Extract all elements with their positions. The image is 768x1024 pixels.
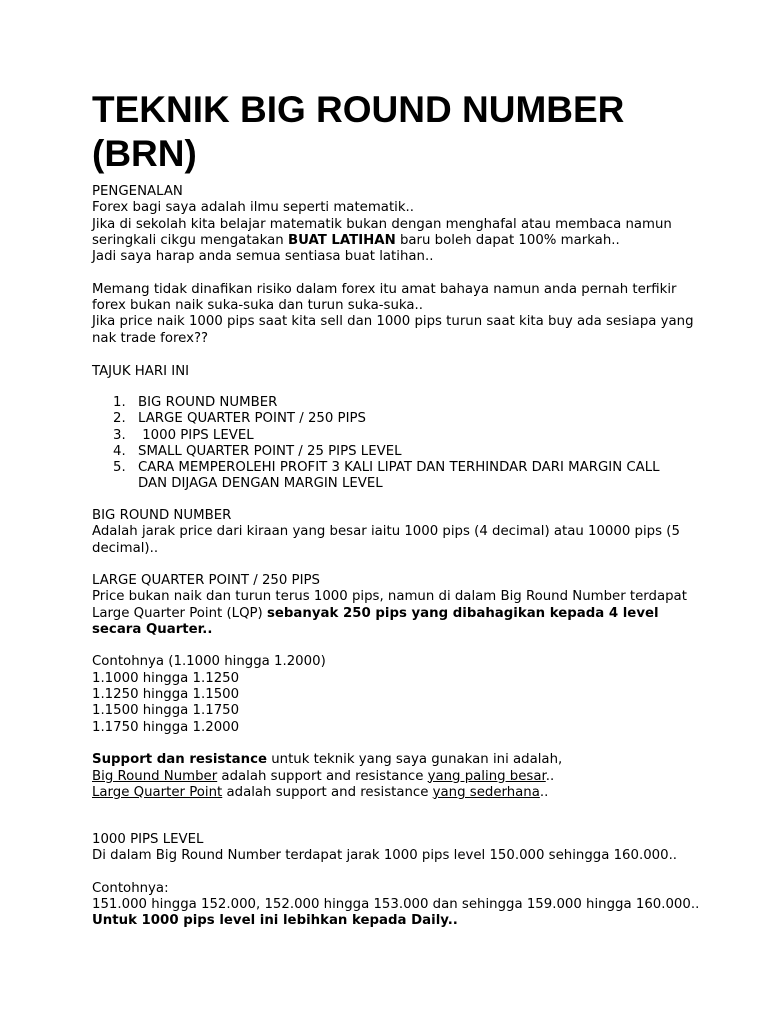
lqp-text: Large Quarter Point (LQP) xyxy=(92,605,267,621)
pips1000-line xyxy=(92,913,692,929)
brn-heading: BIG ROUND NUMBER xyxy=(92,508,232,523)
intro-line: Memang tidak dinafikan risiko dalam forex itu amat bahaya namun anda pernah terfikir xyxy=(92,281,677,297)
sr-text: untuk teknik yang saya gunakan ini adalah, xyxy=(267,752,563,768)
intro-line: Jika di sekolah kita belajar matematik bukan dengan menghafal atau membaca namun xyxy=(92,216,672,232)
underlined-text: yang sederhana xyxy=(432,784,540,800)
example-heading: Contohnya (1.1000 hingga 1.2000) xyxy=(92,654,326,670)
example-line: 1.1000 hingga 1.1250 xyxy=(92,670,240,686)
intro-line: Jika price naik 1000 pips saat kita sell dan 1000 pips turun saat kita buy ada sesiapa yang xyxy=(92,314,694,330)
sr-text: .. xyxy=(539,784,549,800)
blank-line xyxy=(92,638,692,654)
example-line: 1.1250 hingga 1.1500 xyxy=(92,687,240,703)
list-number: 2. xyxy=(113,411,126,427)
document-title xyxy=(92,88,732,176)
brn-line: Adalah jarak price dari kiraan yang besar iaitu 1000 pips (4 decimal) atau 10000 pips (5 xyxy=(92,524,680,540)
list-item-text: LARGE QUARTER POINT / 250 PIPS xyxy=(138,411,366,427)
underlined-text: Large Quarter Point xyxy=(92,784,223,800)
list-item xyxy=(113,443,738,460)
tajuk-section xyxy=(92,364,692,380)
title-line-2: (BRN) xyxy=(92,133,197,174)
buat-latihan-bold: BUAT LATIHAN xyxy=(287,232,396,248)
intro-line: Jadi saya harap anda semua sentiasa buat latihan.. xyxy=(92,249,434,265)
intro-heading: PENGENALAN xyxy=(92,184,183,199)
example-heading: Contohnya: xyxy=(92,880,169,896)
intro-line: Forex bagi saya adalah ilmu seperti matematik.. xyxy=(92,200,415,216)
list-item-text: SMALL QUARTER POINT / 25 PIPS LEVEL xyxy=(138,443,402,459)
pips1000-section xyxy=(92,832,700,930)
list-item xyxy=(113,460,738,493)
lqp-bold-text: sebanyak 250 pips yang dibahagikan kepada 4 level xyxy=(266,605,659,621)
sr-text: adalah support and resistance xyxy=(222,784,433,800)
list-item-text-continued: DAN DIJAGA DENGAN MARGIN LEVEL xyxy=(138,476,383,492)
tajuk-list xyxy=(92,395,738,493)
lqp-bold-text: secara Quarter.. xyxy=(92,621,213,637)
underlined-text: yang paling besar xyxy=(427,768,546,784)
list-item xyxy=(113,427,738,444)
list-number: 3. xyxy=(113,427,126,443)
pips1000-bold-text: Untuk 1000 pips level ini lebihkan kepada Daily.. xyxy=(92,913,458,929)
lqp-line: Price bukan naik dan turun terus 1000 pips, namun di dalam Big Round Number terdapat xyxy=(92,589,687,605)
pips1000-line: Di dalam Big Round Number terdapat jarak 1000 pips level 150.000 sehingga 160.000.. xyxy=(92,848,678,864)
intro-section xyxy=(92,184,692,347)
list-item xyxy=(113,411,738,427)
underlined-text: Big Round Number xyxy=(92,768,218,784)
lqp-line xyxy=(92,606,692,622)
intro-text: seringkali cikgu mengatakan xyxy=(92,232,288,248)
sr-bold-text: Support dan resistance xyxy=(92,752,268,768)
pips1000-line: 151.000 hingga 152.000, 152.000 hingga 153.000 dan sehingga 159.000 hingga 160.000.. xyxy=(92,897,700,913)
list-number: 4. xyxy=(113,443,126,459)
intro-line: nak trade forex?? xyxy=(92,330,209,346)
list-item-text: 1000 PIPS LEVEL xyxy=(138,427,254,443)
intro-line: forex bukan naik suka-suka dan turun suka-suka.. xyxy=(92,298,423,314)
intro-text: baru boleh dapat 100% markah.. xyxy=(395,232,620,248)
list-item xyxy=(113,395,738,411)
example-line: 1.1500 hingga 1.1750 xyxy=(92,703,240,719)
list-item-text: BIG ROUND NUMBER xyxy=(138,395,278,410)
brn-section xyxy=(92,508,692,557)
pips1000-heading: 1000 PIPS LEVEL xyxy=(92,832,204,847)
brn-line: decimal).. xyxy=(92,540,159,556)
lqp-section xyxy=(92,573,692,801)
list-number: 5. xyxy=(113,460,126,476)
example-line: 1.1750 hingga 1.2000 xyxy=(92,719,240,735)
sr-line xyxy=(92,769,692,785)
blank-line xyxy=(92,265,692,281)
sr-text: adalah support and resistance xyxy=(217,768,428,784)
title-line-1: TEKNIK BIG ROUND NUMBER xyxy=(92,89,625,130)
lqp-line xyxy=(92,622,692,638)
lqp-heading: LARGE QUARTER POINT / 250 PIPS xyxy=(92,573,320,588)
list-item-text: CARA MEMPEROLEHI PROFIT 3 KALI LIPAT DAN TERHINDAR DARI MARGIN CALL xyxy=(138,460,660,476)
sr-text: .. xyxy=(545,768,555,784)
blank-line xyxy=(92,736,692,752)
sr-line xyxy=(92,752,692,768)
list-number: 1. xyxy=(113,395,126,410)
blank-line xyxy=(92,865,692,881)
sr-line xyxy=(92,785,692,801)
tajuk-heading: TAJUK HARI INI xyxy=(92,364,190,379)
intro-line xyxy=(92,233,692,249)
